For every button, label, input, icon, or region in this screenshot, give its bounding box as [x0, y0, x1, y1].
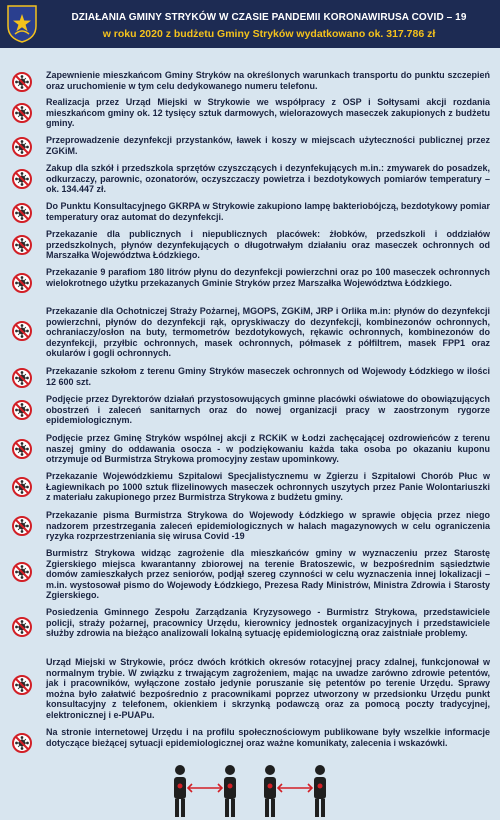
no-virus-icon [12, 477, 32, 497]
no-virus-icon [12, 516, 32, 536]
no-virus-icon [12, 439, 32, 459]
no-virus-icon [12, 203, 32, 223]
item-text: Przekazanie Wojewódzkiemu Szpitalowi Specjalistycznemu w Zgierzu i Szpitalowi Chorób Płuc w Łagiewnikach po 1000 sztuk flizelinowych maseczek ochronnych uszytych przez Panie Wolontariuszki z materiału zakupionego przez Burmistrza Strykowa z budżetu gminy. [46, 471, 490, 503]
item-text: Posiedzenia Gminnego Zespołu Zarządzania Kryzysowego - Burmistrz Strykowa, przedstawiciele policji, straży pożarnej, pracownicy Urzędu, kierownicy jednostek organizacyjnych i przedstawiciele służby zdrowia na bieżąco analizowali lokalną sytuację epidemiologiczną oraz zaistniałe problemy. [46, 607, 490, 639]
no-virus-icon [12, 103, 32, 123]
item-text: Burmistrz Strykowa widząc zagrożenie dla mieszkańców gminy w wyznaczeniu przez Starostę Zgierskiego miejsca kwarantanny zbiorowej na terenie Bratoszewic, w bezpośrednim sąsiedztwie domów zamieszkałych przez seniorów, podjął szereg czynności w celu wyznaczenia innej lokalizacji – m.in. wystosował pismo do Wojewody Łódzkiego, Prezesa Rady Ministrów, Ministra Zdrowia i Starosty Zgierskiego. [46, 548, 490, 601]
item-text: Podjęcie przez Dyrektorów działań przystosowujących gminne placówki oświatowe do obowiązujących obostrzeń i zaleceń sanitarnych oraz do nowej organizacji pracy w zaostrzonym rygorze epidemiologicznym. [46, 394, 490, 426]
page-subtitle: w roku 2020 z budżetu Gminy Stryków wydatkowano ok. 317.786 zł [102, 28, 436, 40]
no-virus-icon [12, 617, 32, 637]
no-virus-icon [12, 675, 32, 695]
no-virus-icon [12, 368, 32, 388]
no-virus-icon [12, 321, 32, 341]
item-text: Przekazanie szkołom z terenu Gminy Stryków maseczek ochronnych od Wojewody Łódzkiego w ilości 12 600 szt. [46, 366, 490, 387]
item-text: Przeprowadzenie dezynfekcji przystanków, ławek i koszy w miejscach użyteczności publicznej przez ZGKiM. [46, 135, 490, 156]
item-text: Przekazanie 9 parafiom 180 litrów płynu do dezynfekcji powierzchni oraz po 100 maseczek ochronnych wielokrotnego użytku przekazanych Gminie Stryków przez Marszałka Województwa Łódzkiego. [46, 267, 490, 288]
no-virus-icon [12, 733, 32, 753]
no-virus-icon [12, 235, 32, 255]
item-text: Urząd Miejski w Strykowie, prócz dwóch krótkich okresów rotacyjnej pracy zdalnej, funkcjonował w normalnym trybie. W związku z trwającym zagrożeniem, mając na uwadze zarówno zdrowie petentów, jak i pracowników, wyłączone zostało jedynie poruszanie się petentów po terenie Urzędu. Sprawy można było załatwić bezpośrednio z pracownikami poprzez utworzony w przedsionku Urzędu punkt konsultacyjny z telefonem, okienkiem i skrzynką podawczą oraz za pomocą poczty tradycyjnej, elektronicznej i e-PUAPu. [46, 657, 490, 720]
no-virus-icon [12, 562, 32, 582]
item-text: Na stronie internetowej Urzędu i na profilu społecznościowym publikowane były wszelkie informacje dotyczące bieżącej sytuacji epidemiologicznej oraz ważne komunikaty, zalecenia i wskazówki. [46, 727, 490, 748]
item-text: Do Punktu Konsultacyjnego GKRPA w Strykowie zakupiono lampę bakteriobójczą, bezdotykowy pomiar temperatury oraz automat do dezynfekcji. [46, 201, 490, 222]
item-text: Przekazanie pisma Burmistrza Strykowa do Wojewody Łódzkiego w sprawie objęcia przez niego nadzorem przestrzegania zaleceń epidemiologicznych w halach magazynowych w celu ograniczenia ryzyka rozprzestrzeniania się wirusa Covid -19 [46, 510, 490, 542]
no-virus-icon [12, 72, 32, 92]
no-virus-icon [12, 169, 32, 189]
item-text: Przekazanie dla Ochotniczej Straży Pożarnej, MGOPS, ZGKiM, JRP i Orlika m.in: płynów do dezynfekcji powierzchni, płynów do dezynfekcji rąk, opryskiwaczy do dezynfekcji, kombinezonów ochronnych, ochraniaczy/osłon na buty, termometrów bezdotykowych, rękawic ochronnych, kombinezonów do dezynfekcji, przyłbic ochronnych, masek ochronnych, półmasek z półfiltrem, masek FPP1 oraz okularów i gogli ochronnych. [46, 306, 490, 359]
item-text: Zakup dla szkół i przedszkola sprzętów czyszczących i dezynfekujących m.in.: zmywarek do posadzek, odkurzaczy, parownic, ozonatorów, oczyszczaczy powietrza i bezdotykowych pomiarów temperatury – ok. 134.447 zł. [46, 163, 490, 195]
item-text: Podjęcie przez Gminę Stryków wspólnej akcji z RCKiK w Łodzi zachęcającej ozdrowieńców z terenu naszej gminy do oddawania osocza - w podziękowaniu każda taka osoba po okazaniu kuponu otrzymuje od Burmistrza Strykowa promocyjny zestaw upominkowy. [46, 433, 490, 465]
no-virus-icon [12, 273, 32, 293]
page-title: DZIAŁANIA GMINY STRYKÓW W CZASIE PANDEMII KORONAWIRUSA COVID – 19 [71, 12, 467, 23]
no-virus-icon [12, 137, 32, 157]
item-text: Zapewnienie mieszkańcom Gminy Stryków na określonych warunkach transportu do punktu szczepień oraz uruchomienie w tym celu dedykowanego numeru telefonu. [46, 70, 490, 91]
stryków-crest-icon [6, 4, 38, 44]
no-virus-icon [12, 400, 32, 420]
item-text: Realizacja przez Urząd Miejski w Strykowie we współpracy z OSP i Sołtysami akcji rozdania mieszkańcom gminy ok. 12 tysięcy sztuk darmowych, wielorazowych maseczek zakupionych z budżetu gminy. [46, 97, 490, 129]
header-banner [0, 0, 500, 48]
actions-list [0, 60, 500, 760]
social-distance-icon [150, 762, 350, 818]
item-text: Przekazanie dla publicznych i niepublicznych placówek: żłobków, przedszkoli i oddziałów przedszkolnych, płynów dezynfekujących o długotrwałym działaniu oraz maseczek ochronnych od Marszałka Województwa Łódzkiego. [46, 229, 490, 261]
